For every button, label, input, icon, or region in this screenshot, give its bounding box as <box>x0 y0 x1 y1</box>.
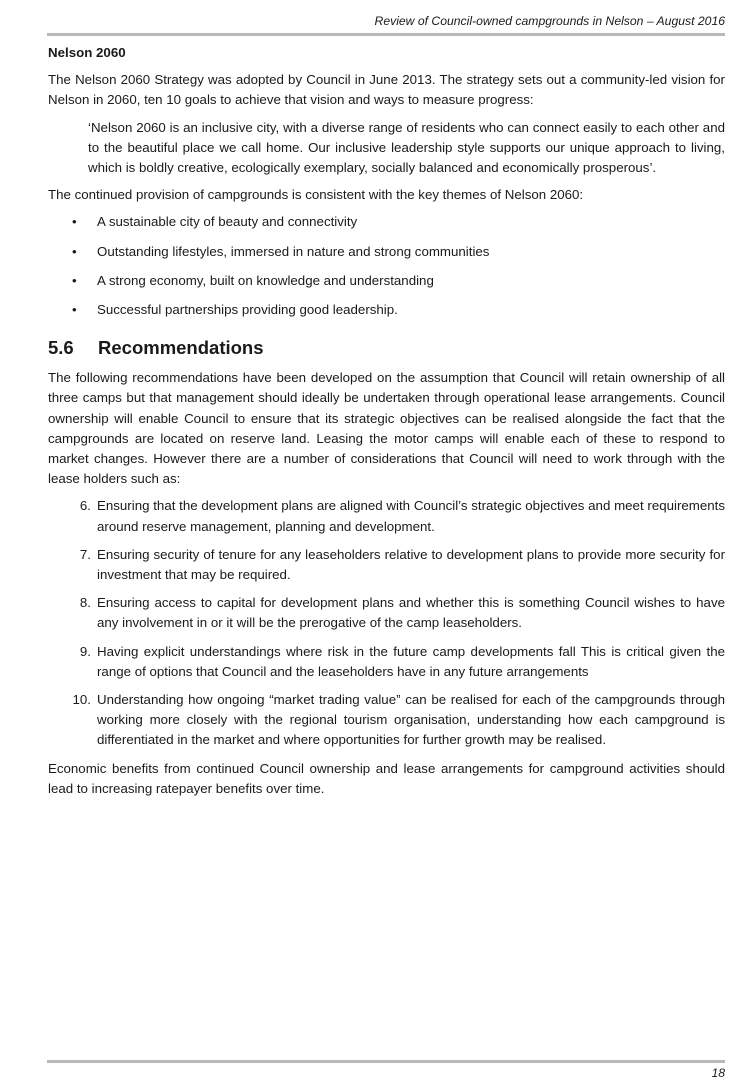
recommendations-intro: The following recommendations have been developed on the assumption that Council will retain ownership of all three camps but that management should ideally be undertaken through operational lease arrangements. Council ownership will enable Council to ensure that its strategic objectives can be realised alongside the fact that the campgrounds are located on reserve land. Leasing the motor camps will enable each of these to respond to market changes. However there are a number of considerations that Council will need to work through with the lease holders such as: <box>48 370 725 487</box>
page-content <box>48 43 725 806</box>
list-item <box>48 545 725 585</box>
running-header: Review of Council-owned campgrounds in Nelson – August 2016 <box>374 14 725 28</box>
vision-quote: ‘Nelson 2060 is an inclusive city, with a diverse range of residents who can connect easily to each other and to the beautiful place we call home. Our inclusive leadership style supports our unique approach to living, which is boldly creative, ecologically exemplary, socially balanced and economically prosperous’. <box>88 119 725 176</box>
item-number: 8. <box>79 595 91 611</box>
item-number: 7. <box>79 546 91 562</box>
section-title: Recommendations <box>98 337 264 359</box>
list-item <box>48 300 725 320</box>
list-item-text: A strong economy, built on knowledge and understanding <box>97 272 434 288</box>
list-item <box>48 242 725 262</box>
bullet-icon: • <box>72 243 77 259</box>
list-item-text: Outstanding lifestyles, immersed in nature and strong communities <box>97 243 490 259</box>
list-item-text: A sustainable city of beauty and connectivity <box>97 214 358 230</box>
list-item <box>48 271 725 291</box>
list-item-text: Having explicit understandings where risk in the future camp developments fall This is critical given the range of options that Council and the leaseholders have in any future arrangements <box>97 643 725 679</box>
section-number: 5.6 <box>48 337 74 359</box>
recommendations-list <box>48 496 725 750</box>
bullet-icon: • <box>72 272 77 288</box>
list-item-text: Ensuring that the development plans are aligned with Council’s strategic objectives and meet requirements around reserve management, planning and development. <box>97 498 725 534</box>
list-item <box>48 496 725 536</box>
item-number: 10. <box>72 692 91 708</box>
list-item-text: Ensuring security of tenure for any leaseholders relative to development plans to provide more security for investment that may be required. <box>97 546 725 583</box>
list-item <box>48 593 725 633</box>
list-item-text: Successful partnerships providing good leadership. <box>97 302 398 318</box>
footer-rule <box>47 1060 725 1063</box>
header-rule <box>47 33 725 36</box>
list-item <box>48 642 725 682</box>
bullet-icon: • <box>72 302 77 318</box>
themes-list <box>48 212 725 320</box>
section-subheading: Nelson 2060 <box>48 45 126 60</box>
conclusion-paragraph: Economic benefits from continued Council ownership and lease arrangements for campground activities should lead to increasing ratepayer benefits over time. <box>48 760 725 796</box>
list-item <box>48 690 725 751</box>
list-item <box>48 212 725 232</box>
page-number: 18 <box>711 1066 725 1080</box>
section-heading <box>48 336 725 360</box>
intro-paragraph: The Nelson 2060 Strategy was adopted by Council in June 2013. The strategy sets out a community-led vision for Nelson in 2060, ten 10 goals to achieve that vision and ways to measure progress: <box>48 72 725 108</box>
item-number: 9. <box>79 643 91 659</box>
list-item-text: Ensuring access to capital for development plans and whether this is something Council wishes to have any involvement in or it will be the prerogative of the camp leaseholders. <box>97 595 725 631</box>
themes-intro: The continued provision of campgrounds is consistent with the key themes of Nelson 2060: <box>48 187 584 203</box>
list-item-text: Understanding how ongoing “market trading value” can be realised for each of the campgrounds through working more closely with the regional tourism organisation, understanding how each campground is differentiated in the market and where opportunities for further growth may be realised. <box>97 692 725 748</box>
bullet-icon: • <box>72 214 77 230</box>
item-number: 6. <box>79 498 91 514</box>
